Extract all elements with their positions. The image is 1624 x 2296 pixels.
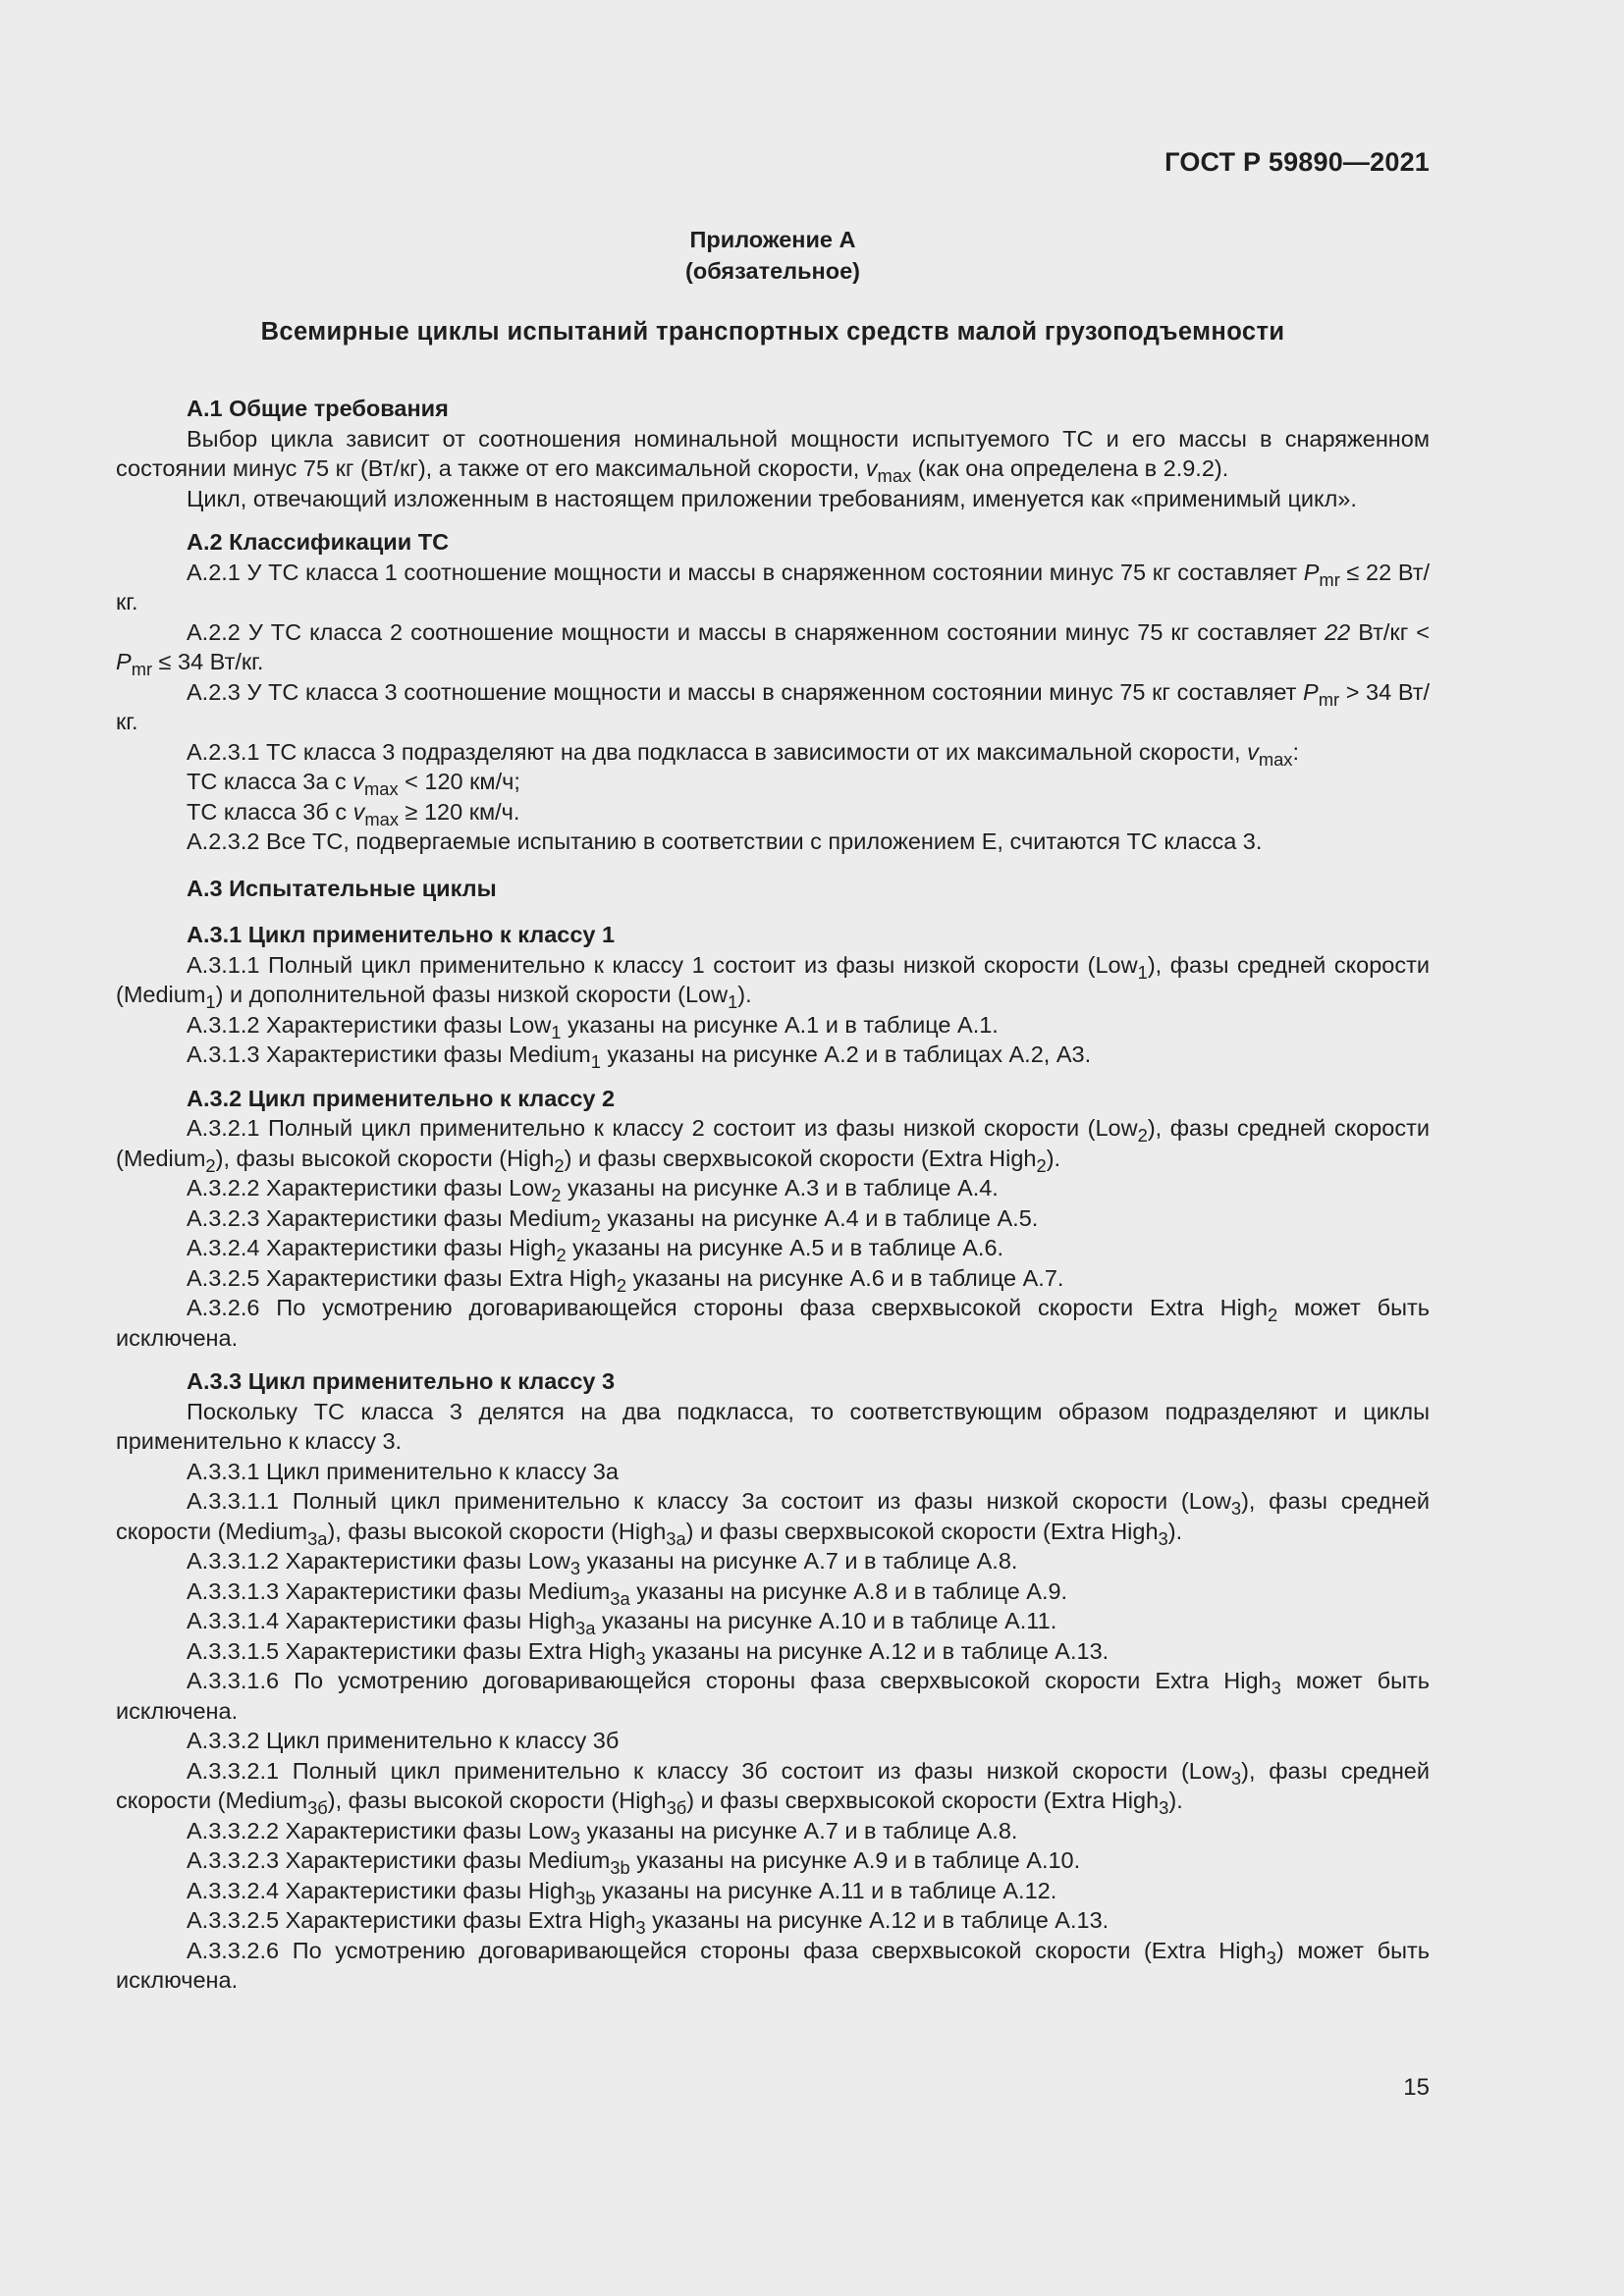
- paragraph-a3-3-2-3: А.3.3.2.3 Характеристики фазы Medium$_{3b}$ указаны на рисунке А.9 и в таблице А.10.: [187, 1847, 1081, 1878]
- paragraph-a1-1: Выбор цикла зависит от соотношения номинальной мощности испытуемого ТС и его массы в снаряженном состоянии минус 75 кг (Вт/кг), а также от его максимальной скорости, $v_{max}$ (как она определена в 2.9.2).: [116, 425, 1430, 486]
- paragraph-a3-3-1-5: А.3.3.1.5 Характеристики фазы Extra High$_3$ указаны на рисунке А.12 и в таблице А.13.: [187, 1637, 1110, 1669]
- paragraph-a3-3-intro: Поскольку ТС класса 3 делятся на два подкласса, то соответствующим образом подразделяют и циклы применительно к классу 3.: [116, 1398, 1430, 1454]
- document-id: ГОСТ Р 59890—2021: [1164, 147, 1430, 177]
- paragraph-a3-3-2-2: А.3.3.2.2 Характеристики фазы Low$_3$ указаны на рисунке А.7 и в таблице А.8.: [187, 1817, 1018, 1848]
- document-page: [116, 0, 1430, 2296]
- paragraph-a3-3-2-4: А.3.3.2.4 Характеристики фазы High$_{3b}$ указаны на рисунке А.11 и в таблице А.12.: [187, 1877, 1057, 1908]
- paragraph-class-3b: ТС класса 3б с $v_{max} \ge 120$ км/ч.: [187, 798, 520, 829]
- paragraph-a3-2-5: А.3.2.5 Характеристики фазы Extra High$_2$ указаны на рисунке А.6 и в таблице А.7.: [187, 1264, 1064, 1296]
- paragraph-a3-1-1: А.3.1.1 Полный цикл применительно к классу 1 состоит из фазы низкой скорости (Low$_1$), фазы средней скорости (Medium$_1$) и дополнительной фазы низкой скорости (Low$_1$).: [116, 951, 1430, 1012]
- paragraph-a3-3-1-2: А.3.3.1.2 Характеристики фазы Low$_3$ указаны на рисунке А.7 и в таблице А.8.: [187, 1548, 1018, 1578]
- annex-header: [116, 224, 1430, 287]
- paragraph-a2-3-1: А.2.3.1 ТС класса 3 подразделяют на два подкласса в зависимости от их максимальной скорости, $v_{max}$:: [187, 738, 1299, 770]
- paragraph-a3-3-2-5: А.3.3.2.5 Характеристики фазы Extra High$_3$ указаны на рисунке А.12 и в таблице А.13.: [187, 1907, 1110, 1938]
- page-number: 15: [1403, 2074, 1430, 2101]
- paragraph-a2-2: А.2.2 У ТС класса 2 соотношение мощности и массы в снаряженном состоянии минус 75 кг составляет 22 $Вт/кг < P_{mr} \le 34$ Вт/кг.: [116, 618, 1430, 679]
- paragraph-a3-3-1-4: А.3.3.1.4 Характеристики фазы High$_{3a}$ указаны на рисунке А.10 и в таблице А.11.: [187, 1608, 1057, 1638]
- paragraph-a2-3: А.2.3 У ТС класса 3 соотношение мощности и массы в снаряженном состоянии минус 75 кг составляет $P_{mr} > 34$ Вт/кг.: [116, 678, 1431, 734]
- annex-title: Приложение А: [689, 227, 856, 252]
- paragraph-a1-2: Цикл, отвечающий изложенным в настоящем приложении требованиям, именуется как «применимый цикл».: [187, 485, 1357, 511]
- paragraph-a3-3-2-6: А.3.3.2.6 По усмотрению договаривающейся стороны фаза сверхвысокой скорости (Extra High$_3$) может быть исключена.: [116, 1937, 1430, 1993]
- main-title: Всемирные циклы испытаний транспортных средств малой грузоподъемности: [260, 318, 1285, 346]
- paragraph-a3-3-1-6: А.3.3.1.6 По усмотрению договаривающейся стороны фаза сверхвысокой скорости Extra High$_3$ может быть исключена.: [116, 1668, 1430, 1724]
- document-body: [116, 394, 1430, 1996]
- subsection-title-3a: А.3.3.1 Цикл применительно к классу 3а: [187, 1458, 619, 1484]
- paragraph-a3-2-1: А.3.2.1 Полный цикл применительно к классу 2 состоит из фазы низкой скорости (Low$_2$), фазы средней скорости (Medium$_2$), фазы высокой скорости (High$_2$) и фазы сверхвысокой скорости (Extra High$_2$).: [116, 1115, 1430, 1176]
- section-heading-a3: А.3 Испытательные циклы: [187, 875, 497, 901]
- annex-status: (обязательное): [685, 258, 860, 284]
- paragraph-a2-1: А.2.1 У ТС класса 1 соотношение мощности и массы в снаряженном состоянии минус 75 кг составляет $P_{mr} \le 22$ Вт/кг.: [116, 559, 1431, 614]
- paragraph-class-3a: ТС класса 3а с $v_{max} < 120$ км/ч;: [187, 769, 520, 799]
- section-heading-a3-3: А.3.3 Цикл применительно к классу 3: [187, 1368, 616, 1394]
- paragraph-a3-2-2: А.3.2.2 Характеристики фазы Low$_2$ указаны на рисунке А.3 и в таблице А.4.: [187, 1175, 999, 1205]
- paragraph-a3-2-3: А.3.2.3 Характеристики фазы Medium$_2$ указаны на рисунке А.4 и в таблице А.5.: [187, 1204, 1039, 1236]
- paragraph-a2-3-2: А.2.3.2 Все ТС, подвергаемые испытанию в соответствии с приложением Е, считаются ТС класса 3.: [187, 828, 1263, 854]
- paragraph-a3-2-4: А.3.2.4 Характеристики фазы High$_2$ указаны на рисунке А.5 и в таблице А.6.: [187, 1235, 1004, 1265]
- subsection-title-3b: А.3.3.2 Цикл применительно к классу 3б: [187, 1728, 620, 1753]
- paragraph-a3-3-1-1: А.3.3.1.1 Полный цикл применительно к классу 3а состоит из фазы низкой скорости (Low$_3$), фазы средней скорости (Medium$_{3a}$), фазы высокой скорости (High$_{3a}$) и фазы сверхвысокой скорости (Extra High$_3$).: [116, 1488, 1431, 1549]
- section-heading-a1: А.1 Общие требования: [187, 396, 449, 421]
- paragraph-a3-1-2: А.3.1.2 Характеристики фазы Low$_1$ указаны на рисунке А.1 и в таблице А.1.: [187, 1011, 999, 1042]
- section-heading-a2: А.2 Классификации ТС: [187, 529, 450, 555]
- section-heading-a3-2: А.3.2 Цикл применительно к классу 2: [187, 1085, 616, 1111]
- paragraph-a3-2-6: А.3.2.6 По усмотрению договаривающейся стороны фаза сверхвысокой скорости Extra High$_2$ может быть исключена.: [116, 1295, 1430, 1351]
- paragraph-a3-3-1-3: А.3.3.1.3 Характеристики фазы Medium$_{3a}$ указаны на рисунке А.8 и в таблице А.9.: [187, 1577, 1068, 1609]
- paragraph-a3-1-3: А.3.1.3 Характеристики фазы Medium$_1$ указаны на рисунке А.2 и в таблицах А.2, А3.: [187, 1041, 1092, 1072]
- section-heading-a3-1: А.3.1 Цикл применительно к классу 1: [187, 922, 616, 947]
- paragraph-a3-3-2-1: А.3.3.2.1 Полный цикл применительно к классу 3б состоит из фазы низкой скорости (Low$_3$), фазы средней скорости (Medium$_{3б}$), фазы высокой скорости (High$_{3б}$) и фазы сверхвысокой скорости (Extra High$_3$).: [116, 1757, 1430, 1818]
